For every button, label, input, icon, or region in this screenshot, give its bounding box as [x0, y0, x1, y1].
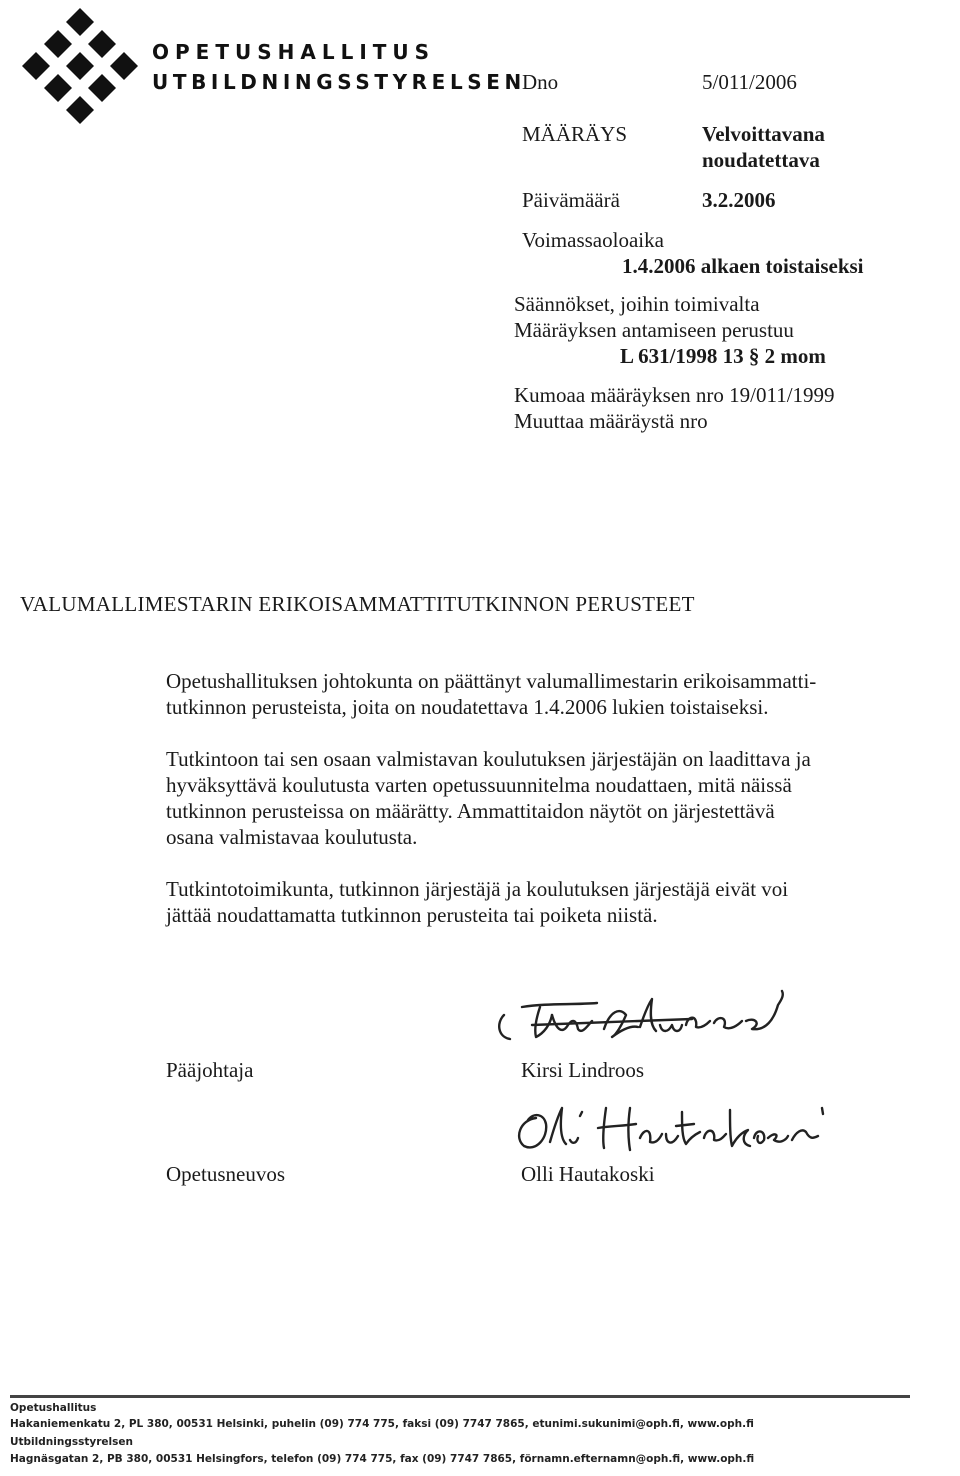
paragraph-3-line-2: jättää noudattamatta tutkinnon perusteita tai poiketa niistä. [166, 903, 658, 927]
footer-org-sv: Utbildningsstyrelsen [10, 1436, 133, 1448]
validity-label: Voimassaoloaika [522, 228, 664, 252]
validity-value: 1.4.2006 alkaen toistaiseksi [622, 254, 864, 278]
paragraph-2-line-4: osana valmistavaa koulutusta. [166, 825, 418, 849]
paragraph-2-line-3: tutkinnon perusteissa on määrätty. Ammattitaidon näytöt on järjestettävä [166, 799, 775, 823]
repeals-text: Kumoaa määräyksen nro 19/011/1999 [514, 383, 835, 407]
signer-2-name: Olli Hautakoski [521, 1162, 655, 1186]
document-type-value-1: Velvoittavana [702, 122, 825, 146]
paragraph-1-line-1: Opetushallituksen johtokunta on päättänyt valumallimestarin erikoisammatti- [166, 669, 817, 693]
rules-value: L 631/1998 13 § 2 mom [620, 344, 826, 368]
dno-value: 5/011/2006 [702, 70, 797, 94]
diamond-grid-logo-icon [22, 8, 138, 124]
footer-address-fi: Hakaniemenkatu 2, PL 380, 00531 Helsinki, puhelin (09) 774 775, faksi (09) 7747 7865, etunimi.sukunimi@oph.fi, www.oph.fi [10, 1418, 754, 1430]
signer-2-role: Opetusneuvos [166, 1162, 285, 1186]
date-label: Päivämäärä [522, 188, 620, 212]
footer-org-fi: Opetushallitus [10, 1402, 97, 1414]
rules-label-2: Määräyksen antamiseen perustuu [514, 318, 794, 342]
rules-label-1: Säännökset, joihin toimivalta [514, 292, 760, 316]
paragraph-2-line-1: Tutkintoon tai sen osaan valmistavan koulutuksen järjestäjän on laadittava ja [166, 747, 811, 771]
amends-text: Muuttaa määräystä nro [514, 409, 708, 433]
signer-1-name: Kirsi Lindroos [521, 1058, 645, 1082]
signer-1-role: Pääjohtaja [166, 1058, 254, 1082]
org-name-sv: UTBILDNINGSSTYRELSEN [152, 70, 526, 94]
footer-divider [10, 1395, 910, 1398]
date-value: 3.2.2006 [702, 188, 776, 212]
dno-label: Dno [522, 70, 559, 94]
org-name-fi: OPETUSHALLITUS [152, 40, 436, 64]
paragraph-3-line-1: Tutkintotoimikunta, tutkinnon järjestäjä ja koulutuksen järjestäjä eivät voi [166, 877, 789, 901]
paragraph-1-line-2: tutkinnon perusteista, joita on noudatettava 1.4.2006 lukien toistaiseksi. [166, 695, 769, 719]
signature-kirsi-lindroos [492, 985, 792, 1050]
document-type-label: MÄÄRÄYS [522, 122, 628, 146]
paragraph-2-line-2: hyväksyttävä koulutusta varten opetussuunnitelma noudattaen, mitä näissä [166, 773, 792, 797]
document-title: VALUMALLIMESTARIN ERIKOISAMMATTITUTKINNON PERUSTEET [20, 592, 695, 616]
document-type-value-2: noudatettava [702, 148, 820, 172]
footer-address-sv: Hagnäsgatan 2, PB 380, 00531 Helsingfors, telefon (09) 774 775, fax (09) 7747 7865, förnamn.efternamn@oph.fi, www.oph.fi [10, 1453, 755, 1465]
signature-olli-hautakoski [510, 1098, 830, 1160]
